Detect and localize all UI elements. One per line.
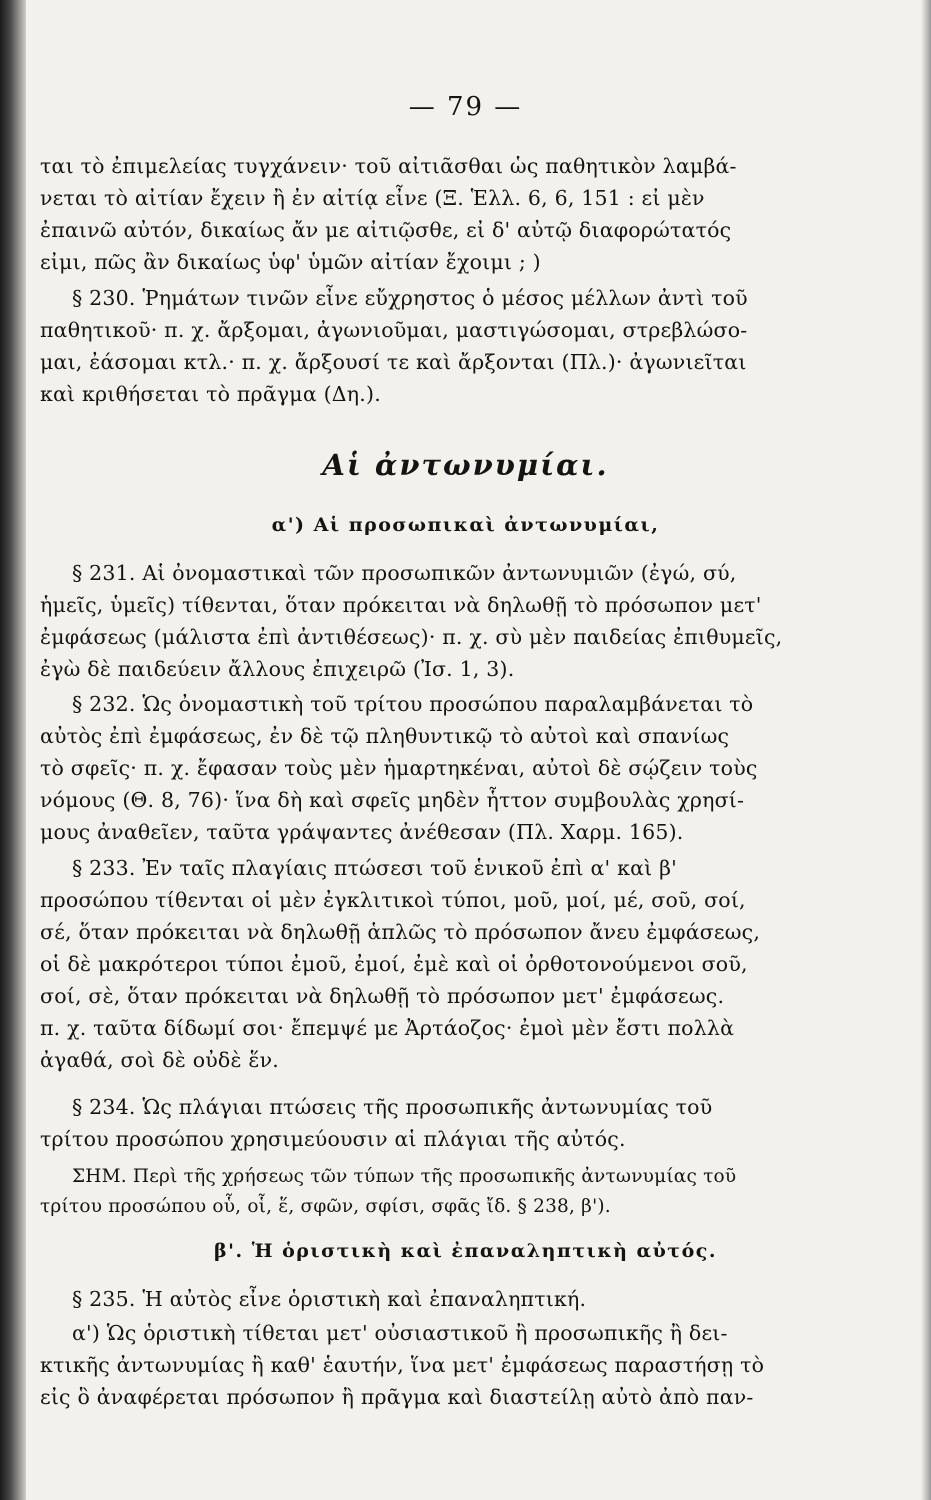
subsection-heading-personal: α') Αἱ προσωπικαὶ ἀντωνυμίαι, (271, 514, 660, 536)
section-heading: Αἱ ἀντωνυμίαι. (322, 448, 609, 482)
page-number: — 79 — (408, 92, 523, 122)
text-line: νεται τὸ αἰτίαν ἔχειν ἢ ἐν αἰτίᾳ εἶνε (Ξ. Ἑλλ. 6, 6, 151 : εἰ μὲν (40, 186, 705, 210)
text-line: ἐμφάσεως (μάλιστα ἐπὶ ἀντιθέσεως)· π. χ. σὺ μὲν παιδείας ἐπιθυμεῖς, (40, 625, 783, 649)
paragraph-234-start: § 234. Ὡς πλάγιαι πτώσεις τῆς προσωπικῆς ἀντωνυμίας τοῦ (72, 1095, 713, 1119)
text-line: ται τὸ ἐπιμελείας τυγχάνειν· τοῦ αἰτιᾶσθαι ὡς παθητικὸν λαμβά- (40, 154, 737, 178)
text-line: μαι, ἐάσομαι κτλ.· π. χ. ἄρξουσί τε καὶ ἄρξονται (Πλ.)· ἀγωνιεῖται (40, 350, 747, 374)
text-line: π. χ. ταῦτα δίδωμί σοι· ἔπεμψέ με Ἀρτάοζος· ἐμοὶ μὲν ἔστι πολλὰ (40, 1016, 735, 1040)
paragraph-231-start: § 231. Αἱ ὀνομαστικαὶ τῶν προσωπικῶν ἀντωνυμιῶν (ἐγώ, σύ, (72, 561, 737, 585)
text-line: οἱ δὲ μακρότεροι τύποι ἐμοῦ, ἐμοί, ἐμὲ καὶ οἱ ὀρθοτονούμενοι σοῦ, (40, 952, 748, 976)
note-line: τρίτου προσώπου οὗ, οἷ, ἕ, σφῶν, σφίσι, σφᾶς ἴδ. § 238, β'). (40, 1196, 611, 1217)
text-line: ἡμεῖς, ὑμεῖς) τίθενται, ὅταν πρόκειται νὰ δηλωθῇ τὸ πρόσωπον μετ' (40, 593, 762, 617)
page-edge-shadow (921, 0, 931, 1500)
text-line: ἀγαθά, σοὶ δὲ οὐδὲ ἕν. (40, 1048, 279, 1072)
page-binding-shadow (0, 0, 26, 1500)
text-line: νόμους (Θ. 8, 76)· ἵνα δὴ καὶ σφεῖς μηδὲν ἧττον συμβουλὰς χρησί- (40, 788, 745, 812)
paragraph-235-start: § 235. Ἡ αὐτὸς εἶνε ὁριστικὴ καὶ ἐπαναληπτική. (72, 1287, 587, 1311)
subsection-heading-definitive: β'. Ἡ ὁριστικὴ καὶ ἐπαναληπτικὴ αὐτός. (214, 1240, 717, 1262)
text-line: α') Ὡς ὁριστικὴ τίθεται μετ' οὐσιαστικοῦ ἢ προσωπικῆς ἢ δει- (72, 1321, 728, 1345)
text-line: ἐγὼ δὲ παιδεύειν ἄλλους ἐπιχειρῶ (Ἰσ. 1, 3). (40, 657, 515, 681)
paragraph-232-start: § 232. Ὡς ὀνομαστικὴ τοῦ τρίτου προσώπου παραλαμβάνεται τὸ (72, 692, 754, 716)
text-line: παθητικοῦ· π. χ. ἄρξομαι, ἀγωνιοῦμαι, μαστιγώσομαι, στρεβλώσο- (40, 318, 748, 342)
text-line: ἐπαινῶ αὐτόν, δικαίως ἄν με αἰτιῷσθε, εἰ δ' αὐτῷ διαφορώτατός (40, 218, 732, 242)
paragraph-233-start: § 233. Ἐν ταῖς πλαγίαις πτώσεσι τοῦ ἑνικοῦ ἐπὶ α' καὶ β' (72, 856, 677, 880)
text-line: σέ, ὅταν πρόκειται νὰ δηλωθῇ ἁπλῶς τὸ πρόσωπον ἄνευ ἐμφάσεως, (40, 920, 761, 944)
text-line: εἰμι, πῶς ἂν δικαίως ὑφ' ὑμῶν αἰτίαν ἔχοιμι ; ) (40, 250, 541, 274)
note-line: ΣΗΜ. Περὶ τῆς χρήσεως τῶν τύπων τῆς προσωπικῆς ἀντωνυμίας τοῦ (72, 1166, 737, 1187)
text-line: τὸ σφεῖς· π. χ. ἔφασαν τοὺς μὲν ἡμαρτηκέναι, αὐτοὶ δὲ σῴζειν τοὺς (40, 756, 758, 780)
text-line: μους ἀναθεῖεν, ταῦτα γράψαντες ἀνέθεσαν (Πλ. Χαρμ. 165). (40, 820, 684, 844)
paragraph-230-start: § 230. Ῥημάτων τινῶν εἶνε εὔχρηστος ὁ μέσος μέλλων ἀντὶ τοῦ (72, 286, 748, 310)
text-line: τρίτου προσώπου χρησιμεύουσιν αἱ πλάγιαι τῆς αὐτός. (40, 1127, 626, 1151)
text-line: κτικῆς ἀντωνυμίας ἢ καθ' ἑαυτήν, ἵνα μετ' ἐμφάσεως παραστήσῃ τὸ (40, 1353, 765, 1377)
text-line: σοί, σὲ, ὅταν πρόκειται νὰ δηλωθῇ τὸ πρόσωπον μετ' ἐμφάσεως. (40, 984, 725, 1008)
text-line: προσώπου τίθενται οἱ μὲν ἐγκλιτικοὶ τύποι, μοῦ, μοί, μέ, σοῦ, σοί, (40, 888, 746, 912)
text-line: εἰς ὃ ἀναφέρεται πρόσωπον ἢ πρᾶγμα καὶ διαστείλῃ αὐτὸ ἀπὸ παν- (40, 1385, 754, 1409)
text-line: αὐτὸς ἐπὶ ἐμφάσεως, ἐν δὲ τῷ πληθυντικῷ τὸ αὐτοὶ καὶ σπανίως (40, 724, 730, 748)
text-line: καὶ κριθήσεται τὸ πρᾶγμα (Δη.). (40, 382, 381, 406)
